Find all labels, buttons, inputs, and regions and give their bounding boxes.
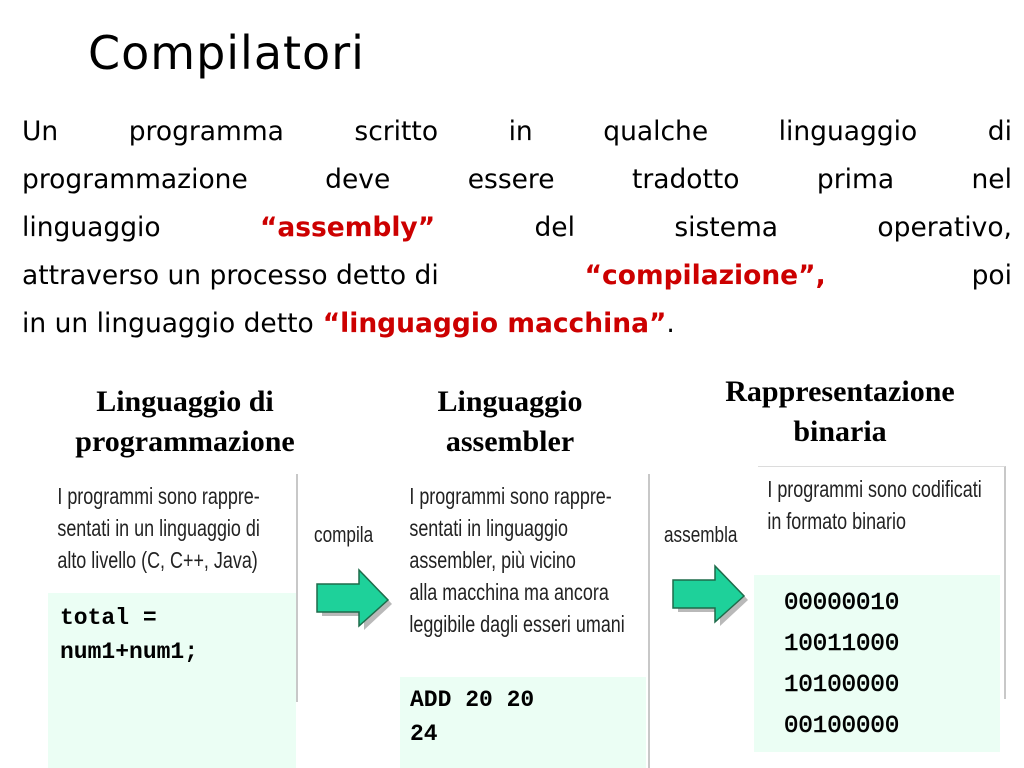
description-line: I programmi sono codificati xyxy=(767,476,982,502)
description-line: alla macchina ma ancora xyxy=(409,579,609,605)
intro-word: di xyxy=(987,116,1012,147)
code-box-binary xyxy=(754,575,1000,752)
intro-word: programmazione xyxy=(22,164,248,195)
intro-word: prima xyxy=(816,164,895,195)
intro-word: sistema xyxy=(674,212,779,243)
intro-line-4 xyxy=(22,252,1012,300)
heading-line: Linguaggio xyxy=(437,385,583,418)
assembly-term: “assembly” xyxy=(259,212,436,243)
page-title: Compilatori xyxy=(88,26,365,80)
description-line: sentati in linguaggio xyxy=(409,515,568,541)
description-text xyxy=(48,474,260,576)
description-line: assembler, più vicino xyxy=(409,547,576,573)
code-box-source xyxy=(48,593,296,768)
right-arrow-icon xyxy=(312,568,402,632)
assembla-label: assembla xyxy=(664,522,738,547)
intro-line-3 xyxy=(22,204,1012,252)
intro-paragraph xyxy=(22,108,1012,348)
description-line: I programmi sono rappre- xyxy=(57,483,260,509)
intro-word: Un xyxy=(22,116,59,147)
description-text xyxy=(400,474,625,640)
intro-word: linguaggio xyxy=(778,116,918,147)
intro-word: deve xyxy=(325,164,391,195)
binary-line: 10100000 xyxy=(784,672,900,699)
intro-word: del xyxy=(534,212,575,243)
intro-text: attraverso un processo detto di xyxy=(22,260,439,291)
code-line: num1+num1; xyxy=(60,639,199,665)
binary-line: 10011000 xyxy=(784,631,900,658)
heading-line: Rappresentazione xyxy=(725,375,955,408)
column-heading-programming xyxy=(30,382,340,462)
code-line: 24 xyxy=(410,721,438,747)
column-heading-binary xyxy=(680,372,1000,452)
binary-line: 00000010 xyxy=(784,590,900,617)
compilazione-term: “compilazione”, xyxy=(584,260,826,291)
compila-label: compila xyxy=(314,522,374,547)
intro-word: scritto xyxy=(354,116,439,147)
right-arrow-icon xyxy=(668,564,758,628)
heading-line: assembler xyxy=(445,425,575,458)
intro-period: . xyxy=(666,308,675,339)
description-line: in formato binario xyxy=(767,508,906,534)
description-line: I programmi sono rappre- xyxy=(409,483,612,509)
intro-line-1 xyxy=(22,108,1012,156)
heading-line: binaria xyxy=(793,415,887,448)
intro-word: poi xyxy=(971,260,1012,291)
code-box-assembler xyxy=(400,677,646,768)
code-line: total = xyxy=(60,605,157,631)
intro-word: programma xyxy=(128,116,284,147)
column-heading-assembler xyxy=(390,382,630,462)
binary-line: 00100000 xyxy=(784,713,900,740)
intro-text: in un linguaggio detto xyxy=(22,308,314,339)
intro-word: in xyxy=(508,116,533,147)
description-line: alto livello (C, C++, Java) xyxy=(57,547,258,573)
intro-word: nel xyxy=(971,164,1012,195)
description-text xyxy=(758,467,982,537)
intro-word: operativo, xyxy=(877,212,1012,243)
intro-word: essere xyxy=(467,164,555,195)
code-line: ADD 20 20 xyxy=(410,687,535,713)
linguaggio-macchina-term: “linguaggio macchina” xyxy=(322,308,667,339)
description-line: leggibile dagli esseri umani xyxy=(409,611,625,637)
heading-line: Linguaggio di xyxy=(96,385,274,418)
intro-line-2 xyxy=(22,156,1012,204)
intro-word: linguaggio xyxy=(22,212,161,243)
intro-word: qualche xyxy=(603,116,709,147)
heading-line: programmazione xyxy=(75,425,295,458)
description-line: sentati in un linguaggio di xyxy=(57,515,260,541)
intro-line-5 xyxy=(22,300,1012,348)
intro-word: tradotto xyxy=(631,164,740,195)
